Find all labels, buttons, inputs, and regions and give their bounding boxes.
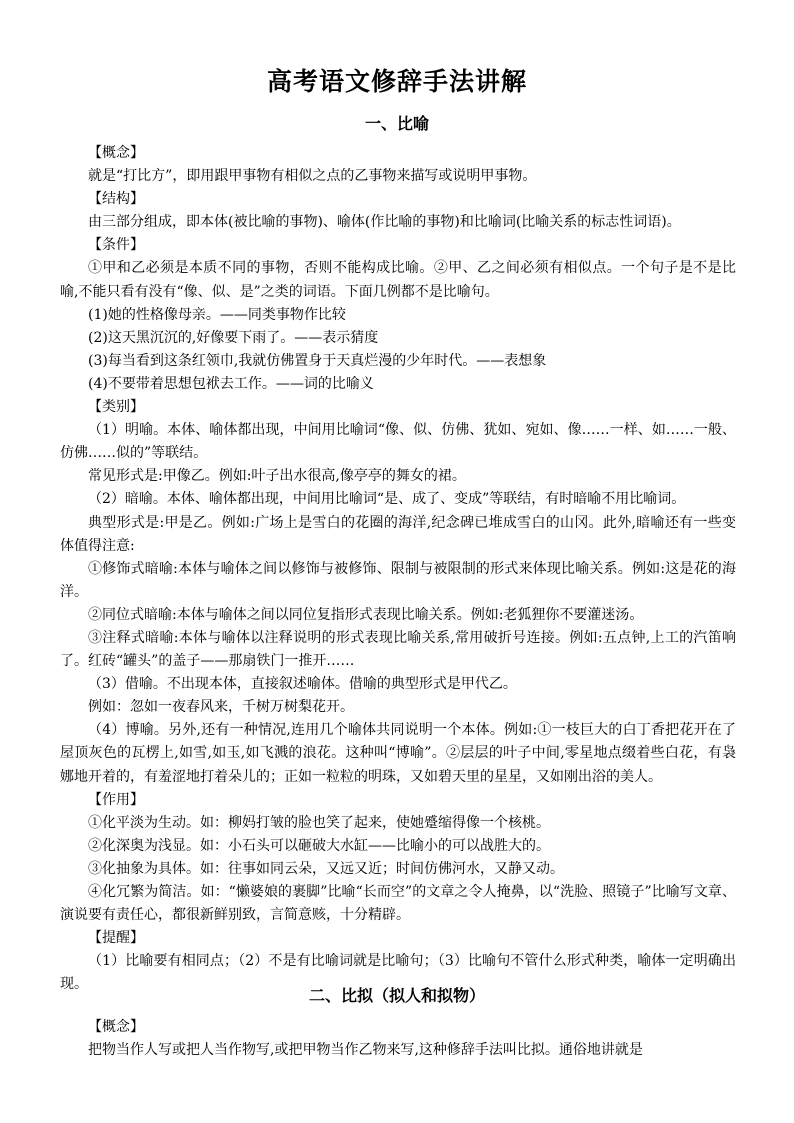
list-item: ④化冗繁为简洁。如：“懒婆娘的裹脚”比喻“长而空”的文章之令人掩鼻，以“洗脸、照镜子”比喻写文章、演说要有责任心，都很新鲜别致，言简意赅，十分精辟。 xyxy=(60,884,736,924)
tag-function: 【作用】 xyxy=(88,791,144,808)
list-item: ③化抽象为具体。如：往事如同云朵，又远又近；时间仿佛河水，又静又动。 xyxy=(88,860,564,877)
page-title: 高考语文修辞手法讲解 xyxy=(266,67,527,96)
paragraph: 例如：忽如一夜春风来，千树万树梨花开。 xyxy=(88,699,354,716)
section-heading-metaphor: 一、比喻 xyxy=(364,114,429,133)
paragraph: ③注释式暗喻:本体与喻体以注释说明的形式表现比喻关系,常用破折号连接。例如:五点钟,上工的汽笛响了。红砖“罐头”的盖子——那扇铁门一推开…… xyxy=(60,629,736,670)
tag-concept: 【概念】 xyxy=(88,145,144,161)
tag-structure: 【结构】 xyxy=(88,191,144,208)
tag-categories: 【类别】 xyxy=(88,399,144,416)
list-item: ②化深奥为浅显。如：小石头可以砸破大水缸——比喻小的可以战胜大的。 xyxy=(88,837,550,854)
example-item: (3)每当看到这条红领巾,我就仿佛置身于天真烂漫的少年时代。——表想象 xyxy=(88,352,547,369)
paragraph: ①修饰式暗喻:本体与喻体之间以修饰与被修饰、限制与被限制的形式来体现比喻关系。例如:这是花的海洋。 xyxy=(60,560,736,600)
paragraph: （2）暗喻。本体、喻体都出现，中间用比喻词“是、成了、变成”等联结，有时暗喻不用比喻词。 xyxy=(88,491,686,508)
example-item: (4)不要带着思想包袱去工作。——词的比喻义 xyxy=(88,375,374,392)
list-item: ①化平淡为生动。如：柳妈打皱的脸也笑了起来，使她蹙缩得像一个核桃。 xyxy=(88,814,550,831)
section-body-personification xyxy=(60,1016,736,1062)
section-heading-personification: 二、比拟（拟人和拟物） xyxy=(308,986,485,1005)
paragraph: （1）明喻。本体、喻体都出现，中间用比喻词“像、似、仿佛、犹如、宛如、像……一样、如……一般、仿佛……似的”等联结。 xyxy=(60,422,736,462)
paragraph: 把物当作人写或把人当作物写,或把甲物当作乙物来写,这种修辞手法叫比拟。通俗地讲就是 xyxy=(88,1042,643,1059)
paragraph: 典型形式是:甲是乙。例如:广场上是雪白的花圈的海洋,纪念碑已堆成雪白的山冈。此外,暗喻还有一些变体值得注意: xyxy=(60,514,736,554)
paragraph: 就是“打比方”，即用跟甲事物有相似之点的乙事物来描写或说明甲事物。 xyxy=(88,168,537,185)
paragraph: 常见形式是:甲像乙。例如:叶子出水很高,像亭亭的舞女的裙。 xyxy=(88,468,466,485)
tag-concept: 【概念】 xyxy=(88,1019,144,1035)
example-item: (2)这天黑沉沉的,好像要下雨了。——表示猜度 xyxy=(88,329,379,346)
example-item: (1)她的性格像母亲。——同类事物作比较 xyxy=(88,306,346,323)
tag-reminder: 【提醒】 xyxy=(88,930,144,947)
section-body-metaphor xyxy=(60,142,736,996)
paragraph: （3）借喻。不出现本体，直接叙述喻体。借喻的典型形式是甲代乙。 xyxy=(88,676,517,693)
paragraph: ②同位式暗喻:本体与喻体之间以同位复指形式表现比喻关系。例如:老狐狸你不要灌迷汤。 xyxy=(88,606,644,623)
paragraph: ①甲和乙必须是本质不同的事物，否则不能构成比喻。②甲、乙之间必须有相似点。一个句子是不是比喻,不能只看有没有“像、似、是”之类的词语。下面几例都不是比喻句。 xyxy=(60,260,736,300)
paragraph: 由三部分组成，即本体(被比喻的事物)、喻体(作比喻的事物)和比喻词(比喻关系的标志性词语)。 xyxy=(88,214,681,231)
tag-conditions: 【条件】 xyxy=(88,237,144,254)
paragraph: （1）比喻要有相同点；（2）不是有比喻词就是比喻句；（3）比喻句不管什么形式种类，喻体一定明确出现。 xyxy=(60,953,736,993)
paragraph: （4）博喻。另外,还有一种情况,连用几个喻体共同说明一个本体。例如:①一枝巨大的白丁香把花开在了屋顶灰色的瓦楞上,如雪,如玉,如飞溅的浪花。这种叫“博喻”。②层层的叶子中间,零星地点缀着些白花，有袅娜地开着的，有羞涩地打着朵儿的；正如一粒粒的明珠，又如碧天里的星星，又如刚出浴的美人。 xyxy=(60,722,736,785)
